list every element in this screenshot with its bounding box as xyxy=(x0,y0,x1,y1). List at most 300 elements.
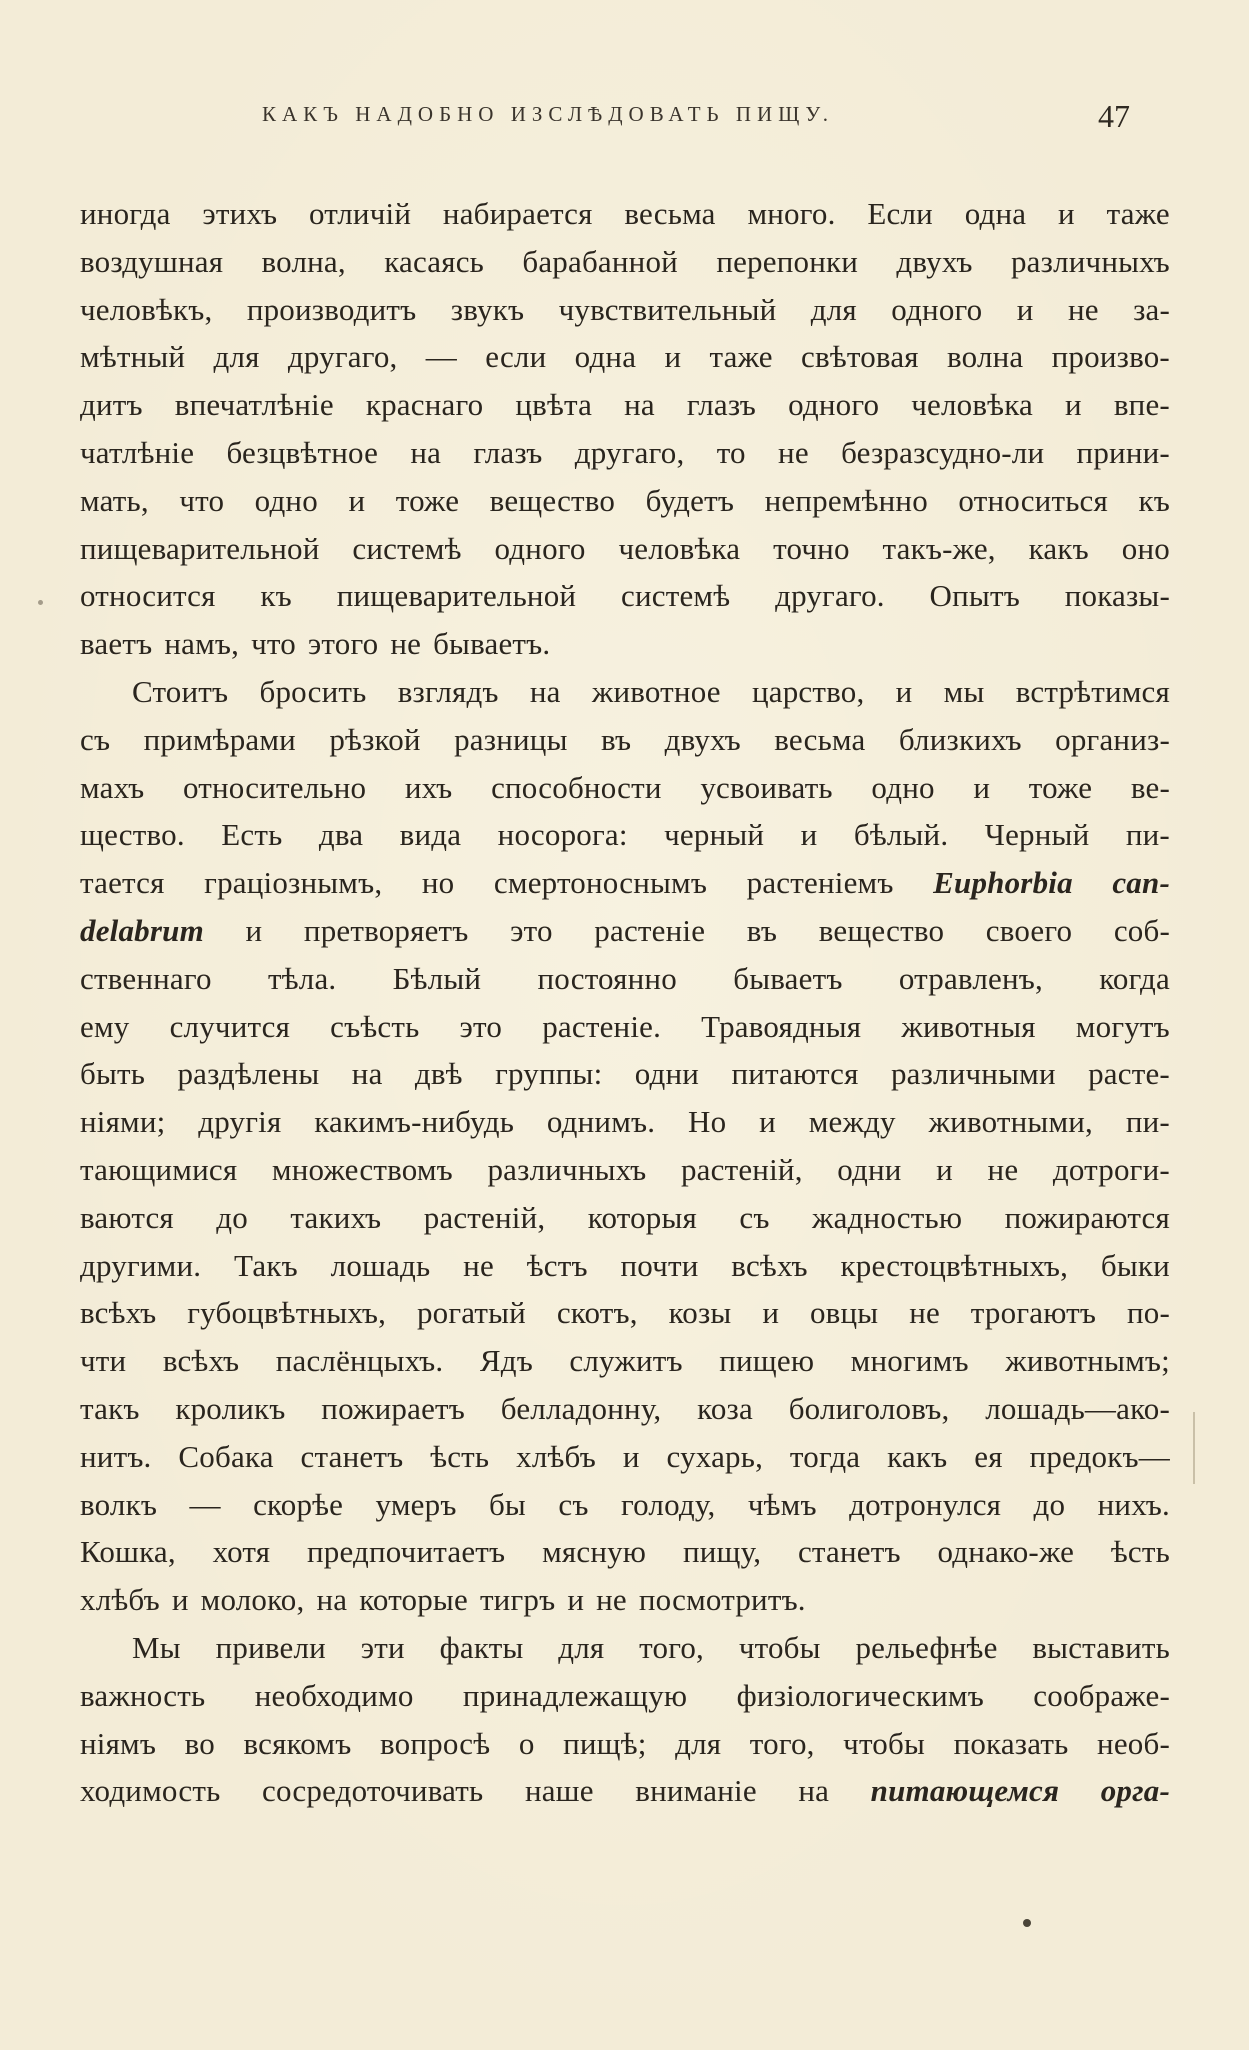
word: быки xyxy=(1100,1247,1170,1283)
word: касаясь xyxy=(384,243,484,279)
word: Мы xyxy=(132,1629,181,1665)
word: раздѣлены xyxy=(177,1056,320,1092)
word: дотроги- xyxy=(1052,1151,1170,1187)
word: носорога: xyxy=(497,817,628,853)
word: будетъ xyxy=(645,482,735,518)
word: пищею xyxy=(719,1343,815,1379)
word: молоко, xyxy=(200,1582,305,1618)
word: вниманіе xyxy=(635,1773,757,1809)
text-line xyxy=(80,811,1170,859)
word: и xyxy=(1058,196,1075,231)
word: крестоцвѣтныхъ, xyxy=(840,1247,1069,1283)
word: системѣ xyxy=(352,530,462,566)
margin-mark xyxy=(38,600,43,605)
word: оно xyxy=(1121,530,1170,566)
word: чувствительный xyxy=(558,291,777,327)
word: растеній, xyxy=(423,1199,546,1235)
word: и xyxy=(1065,387,1082,423)
word: произво- xyxy=(1051,339,1170,375)
word: производитъ xyxy=(246,291,417,327)
word: Черный xyxy=(984,817,1090,853)
text-line xyxy=(80,238,1170,286)
text-line xyxy=(80,429,1170,477)
word: голоду, xyxy=(620,1486,716,1522)
word: безцвѣтное xyxy=(226,434,379,470)
word: къ xyxy=(260,578,292,614)
word: лошадь—ако- xyxy=(985,1390,1170,1426)
word: могутъ xyxy=(1075,1008,1170,1044)
word: хотя xyxy=(212,1534,271,1570)
word: различныхъ xyxy=(487,1151,647,1187)
word: другаго, xyxy=(574,434,685,470)
word: и xyxy=(567,1582,585,1618)
word: это xyxy=(459,1008,503,1044)
word: звукъ xyxy=(450,291,525,327)
word: одного xyxy=(891,291,983,327)
word: вида xyxy=(399,817,462,853)
word: соображе- xyxy=(1033,1677,1170,1713)
word: Есть xyxy=(221,817,283,853)
word: необ- xyxy=(1097,1725,1170,1761)
word: весьма xyxy=(774,721,866,757)
word: махъ xyxy=(80,769,145,805)
word: ніямъ xyxy=(80,1725,157,1761)
word: сосредоточивать xyxy=(261,1773,484,1809)
word: важность xyxy=(80,1677,206,1713)
word: мы xyxy=(943,673,985,709)
word: отравленъ, xyxy=(898,960,1043,996)
word: ѣсть xyxy=(1110,1534,1170,1570)
italic-word: Euphorbia xyxy=(933,865,1073,901)
word: рогатый xyxy=(416,1295,526,1331)
text-line xyxy=(80,1050,1170,1098)
word: граціознымъ, xyxy=(204,865,383,901)
word: того, xyxy=(749,1725,815,1761)
word: тѣла. xyxy=(268,960,337,996)
word: чатлѣніе xyxy=(80,434,195,470)
text-line xyxy=(80,572,1170,620)
word: Стоитъ xyxy=(132,673,229,709)
margin-rule xyxy=(1193,1412,1195,1484)
word: системѣ xyxy=(621,578,731,614)
word: не xyxy=(778,434,809,470)
word: какимъ-нибудь xyxy=(314,1104,515,1140)
word: если xyxy=(485,339,547,375)
word: не xyxy=(596,1582,627,1618)
word: многимъ xyxy=(850,1343,969,1379)
word: нихъ. xyxy=(1097,1486,1170,1522)
word: одна xyxy=(964,196,1027,231)
word: тается xyxy=(80,865,165,901)
word: другими. xyxy=(80,1247,202,1283)
word: для xyxy=(810,291,857,327)
word: Но xyxy=(688,1104,727,1140)
word: глазъ xyxy=(686,387,757,423)
word: ніями; xyxy=(80,1104,166,1140)
word: двѣ xyxy=(414,1056,463,1092)
word: двухъ xyxy=(896,243,973,279)
text-line xyxy=(80,1242,1170,1290)
word: впе- xyxy=(1113,387,1170,423)
word: пищеварительной xyxy=(80,530,320,566)
word: бѣлый. xyxy=(853,817,949,853)
word: умеръ xyxy=(375,1486,457,1522)
word: что xyxy=(251,626,296,662)
text-line xyxy=(80,1481,1170,1529)
word: бросить xyxy=(259,673,367,709)
word: посмотритъ. xyxy=(638,1582,806,1618)
text-line xyxy=(80,1098,1170,1146)
word: чѣмъ xyxy=(747,1486,817,1522)
text-line xyxy=(80,381,1170,429)
word: на xyxy=(529,673,561,709)
word: пи- xyxy=(1125,817,1170,853)
word: вопросѣ xyxy=(380,1725,491,1761)
word: того, xyxy=(639,1629,705,1665)
word: наше xyxy=(524,1773,594,1809)
word: по- xyxy=(1126,1295,1170,1331)
word: и xyxy=(759,1104,776,1140)
word: станетъ xyxy=(300,1438,404,1474)
word: чтобы xyxy=(843,1725,926,1761)
word: какъ xyxy=(1028,530,1089,566)
italic-word: питающемся xyxy=(870,1773,1060,1809)
word: хлѣбъ xyxy=(516,1438,596,1474)
word: много. xyxy=(747,196,836,231)
word: царство, xyxy=(751,673,865,709)
word: факты xyxy=(439,1629,524,1665)
word: способности xyxy=(491,769,662,805)
word: чти xyxy=(80,1343,127,1379)
word: относится xyxy=(80,578,216,614)
running-head: КАКЪ НАДОБНО ИЗСЛѢДОВАТЬ ПИЩУ. xyxy=(262,102,835,126)
word: на xyxy=(316,1582,348,1618)
word: за- xyxy=(1133,291,1170,327)
text-line xyxy=(80,859,1170,907)
word: примѣрами xyxy=(143,721,296,757)
word: точно xyxy=(773,530,850,566)
word: другія xyxy=(198,1104,282,1140)
word: мясную xyxy=(542,1534,647,1570)
word: между xyxy=(808,1104,896,1140)
word: и xyxy=(664,339,682,375)
word: барабанной xyxy=(522,243,678,279)
word: группы: xyxy=(495,1056,603,1092)
word: нитъ. xyxy=(80,1438,152,1474)
word: цвѣта xyxy=(515,387,593,423)
word: и xyxy=(936,1151,953,1187)
word: до xyxy=(216,1199,248,1235)
text-line xyxy=(80,333,1170,381)
word: иногда xyxy=(80,196,171,231)
word: животное xyxy=(591,673,721,709)
word: показы- xyxy=(1064,578,1170,614)
word: ихъ xyxy=(404,769,453,805)
italic-word: delabrum xyxy=(80,912,204,948)
word: бываетъ. xyxy=(433,626,551,662)
text-line xyxy=(80,525,1170,573)
word: пищу, xyxy=(682,1534,762,1570)
word: пищеварительной xyxy=(336,578,577,614)
text-line xyxy=(80,1576,1170,1624)
word: и xyxy=(622,1438,640,1474)
word: вещество xyxy=(489,482,616,518)
word: тоже xyxy=(1028,769,1093,805)
word: набирается xyxy=(442,196,593,231)
word: ственнаго xyxy=(80,960,212,996)
word: пищѣ; xyxy=(563,1725,647,1761)
word: одного xyxy=(788,387,880,423)
word: тающимися xyxy=(80,1151,238,1187)
text-line xyxy=(80,1289,1170,1337)
word: организ- xyxy=(1055,721,1170,757)
word: на xyxy=(624,387,655,423)
word: прини- xyxy=(1076,434,1170,470)
word: это xyxy=(510,912,553,948)
word: губоцвѣтныхъ, xyxy=(187,1295,387,1331)
word: когда xyxy=(1099,960,1170,996)
word: во xyxy=(184,1725,215,1761)
ink-dot xyxy=(1023,1919,1031,1927)
word: такъ xyxy=(80,1390,140,1426)
word: эти xyxy=(360,1629,405,1665)
word: которыя xyxy=(587,1199,697,1235)
word: расте- xyxy=(1088,1056,1170,1092)
word: ѣстъ xyxy=(526,1247,588,1283)
word: и xyxy=(245,912,263,948)
text-line xyxy=(80,1146,1170,1194)
word: одни xyxy=(837,1151,902,1187)
word: вещество xyxy=(818,912,945,948)
word: таже xyxy=(709,339,773,375)
word: случится xyxy=(169,1008,291,1044)
word: усвоивать xyxy=(700,769,833,805)
word: привели xyxy=(215,1629,326,1665)
word: мать, xyxy=(80,482,149,518)
word: этого xyxy=(307,626,379,662)
text-line xyxy=(80,1337,1170,1385)
word: человѣкъ, xyxy=(80,291,213,327)
text-line xyxy=(80,907,1170,955)
word: тигръ xyxy=(479,1582,556,1618)
word: показать xyxy=(953,1725,1069,1761)
word: хлѣбъ xyxy=(80,1582,160,1618)
word: всѣхъ xyxy=(80,1295,157,1331)
word: съ xyxy=(558,1486,589,1522)
italic-word: орга- xyxy=(1100,1773,1170,1809)
word: овцы xyxy=(809,1295,879,1331)
word: мѣтный xyxy=(80,339,186,375)
text-line xyxy=(80,1720,1170,1768)
word: ѣсть xyxy=(430,1438,490,1474)
word: станетъ xyxy=(797,1534,901,1570)
word: такихъ xyxy=(290,1199,382,1235)
word: ему xyxy=(80,1008,130,1044)
word: другаго, xyxy=(287,339,398,375)
word: къ xyxy=(1138,482,1170,518)
word: необходимо xyxy=(254,1677,414,1713)
word: ве- xyxy=(1130,769,1170,805)
word: всякомъ xyxy=(243,1725,352,1761)
word: болиголовъ, xyxy=(788,1390,950,1426)
word: впечатлѣніе xyxy=(174,387,334,423)
text-line xyxy=(80,286,1170,334)
word: но xyxy=(421,865,455,901)
word: ваетъ xyxy=(80,626,153,662)
word: тогда xyxy=(789,1438,861,1474)
word: своего xyxy=(985,912,1073,948)
word: намъ, xyxy=(164,626,240,662)
word: для xyxy=(675,1725,722,1761)
word: о xyxy=(518,1725,535,1761)
word: — xyxy=(425,339,457,375)
word: съ xyxy=(739,1199,770,1235)
word: человѣка xyxy=(618,530,741,566)
word: на xyxy=(351,1056,383,1092)
word: Собака xyxy=(178,1438,274,1474)
word: волна, xyxy=(261,243,346,279)
word: относиться xyxy=(958,482,1108,518)
word: краснаго xyxy=(365,387,484,423)
word: предпочитаетъ xyxy=(306,1534,506,1570)
word: то xyxy=(716,434,746,470)
word: соб- xyxy=(1113,912,1170,948)
word: перепонки xyxy=(716,243,859,279)
word: и xyxy=(973,769,991,805)
word: и xyxy=(171,1582,189,1618)
word: какъ xyxy=(887,1438,948,1474)
text-line xyxy=(80,764,1170,812)
word: близкихъ xyxy=(898,721,1022,757)
text-line xyxy=(80,1624,1170,1672)
text-line xyxy=(80,1385,1170,1433)
text-line xyxy=(80,668,1170,716)
word: ея xyxy=(974,1438,1003,1474)
word: такъ-же, xyxy=(882,530,996,566)
word: почти xyxy=(620,1247,699,1283)
word: белладонну, xyxy=(500,1390,662,1426)
word: растеній, xyxy=(680,1151,803,1187)
word: и xyxy=(895,673,913,709)
word: смертоноснымъ xyxy=(493,865,708,901)
word: однако-же xyxy=(937,1534,1075,1570)
word: не xyxy=(1067,291,1099,327)
word: Опытъ xyxy=(929,578,1020,614)
word: тоже xyxy=(395,482,460,518)
word: на xyxy=(410,434,442,470)
word: различныхъ xyxy=(1010,243,1170,279)
word: одна xyxy=(574,339,637,375)
word: и xyxy=(800,817,818,853)
word: растеніе. xyxy=(542,1008,662,1044)
word: встрѣтимся xyxy=(1015,673,1170,709)
word: что xyxy=(179,482,225,518)
word: козы xyxy=(668,1295,732,1331)
word: чтобы xyxy=(738,1629,821,1665)
word: пи- xyxy=(1125,1104,1170,1140)
text-line xyxy=(80,1433,1170,1481)
word: одно xyxy=(871,769,935,805)
text-line xyxy=(80,1528,1170,1576)
body-text xyxy=(80,190,1170,1815)
word: и xyxy=(1016,291,1034,327)
word: не xyxy=(390,626,422,662)
word: въ xyxy=(746,912,778,948)
word: физіологическимъ xyxy=(736,1677,984,1713)
page-number: 47 xyxy=(1098,98,1130,134)
word: которые xyxy=(359,1582,468,1618)
text-line xyxy=(80,477,1170,525)
word: растеніе xyxy=(594,912,706,948)
word: волкъ xyxy=(80,1486,158,1522)
word: животнымъ; xyxy=(1005,1343,1170,1379)
word: растеніемъ xyxy=(746,865,894,901)
word: постоянно xyxy=(537,960,677,996)
word: Ядъ xyxy=(479,1343,533,1379)
word: Травоядныя xyxy=(701,1008,862,1044)
word: быть xyxy=(80,1056,146,1092)
word: паслёнцыхъ. xyxy=(275,1343,444,1379)
word: скотъ, xyxy=(556,1295,638,1331)
text-line xyxy=(80,1003,1170,1051)
word: сухарь, xyxy=(666,1438,764,1474)
word: на xyxy=(798,1773,830,1809)
word: Кошка, xyxy=(80,1534,176,1570)
word: въ xyxy=(600,721,632,757)
text-line xyxy=(80,620,1170,668)
word: дотронулся xyxy=(849,1486,1002,1522)
word: животныя xyxy=(901,1008,1036,1044)
word: коза xyxy=(697,1390,753,1426)
word: всѣхъ xyxy=(162,1343,240,1379)
word: безразсудно-ли xyxy=(841,434,1045,470)
word: отличій xyxy=(308,196,412,231)
italic-word: can- xyxy=(1112,865,1170,901)
word: рѣзкой xyxy=(329,721,421,757)
word: съ xyxy=(80,721,111,757)
word: и xyxy=(762,1295,780,1331)
word: одно xyxy=(254,482,318,518)
word: для xyxy=(558,1629,605,1665)
word: Если xyxy=(867,196,933,231)
word: воздушная xyxy=(80,243,224,279)
word: ваются xyxy=(80,1199,174,1235)
word: служитъ xyxy=(569,1343,683,1379)
word: другаго. xyxy=(775,578,885,614)
word: всѣхъ xyxy=(731,1247,808,1283)
word: Такъ xyxy=(234,1247,298,1283)
word: кроликъ xyxy=(175,1390,286,1426)
word: таже xyxy=(1106,196,1170,231)
word: животными, xyxy=(928,1104,1094,1140)
word: относительно xyxy=(182,769,367,805)
word: съѣсть xyxy=(330,1008,420,1044)
word: множествомъ xyxy=(271,1151,453,1187)
word: свѣтовая xyxy=(801,339,919,375)
word: трогаютъ xyxy=(970,1295,1097,1331)
word: весьма xyxy=(624,196,716,231)
text-line xyxy=(80,716,1170,764)
word: дитъ xyxy=(80,387,143,423)
word: два xyxy=(318,817,364,853)
word: и xyxy=(348,482,366,518)
word: ходимость xyxy=(80,1773,221,1809)
word: непремѣнно xyxy=(764,482,928,518)
word: рельефнѣе xyxy=(855,1629,998,1665)
word: бы xyxy=(488,1486,526,1522)
word: не xyxy=(987,1151,1019,1187)
word: лошадь xyxy=(330,1247,431,1283)
